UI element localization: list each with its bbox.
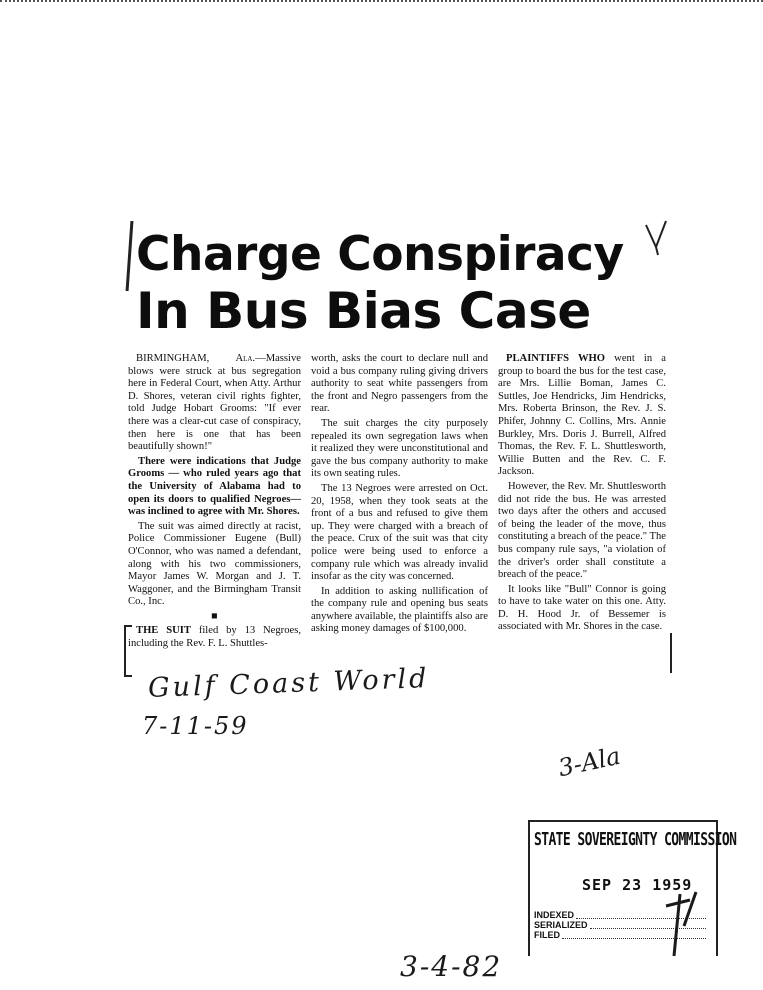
article-column-3 [498,353,666,636]
stamp-title: STATE SOVEREIGNTY COMMISSION [534,830,737,851]
run-in-head: PLAINTIFFS WHO [506,353,606,364]
handwritten-file-code: 3-Ala [555,741,623,783]
handwritten-source: Gulf Coast World [147,663,430,704]
paragraph: However, the Rev. Mr. Shuttlesworth did not ride the bus. He was arrested two days after the others and accused of being the leader of the move, thus constituting a breach of the peace." The bus company rule says, "a violation of the driver's order shall constitute a breach of the peace." [498,480,666,581]
scan-top-edge [0,0,763,8]
paragraph: It looks like "Bull" Connor is going to have to take water on this one. Atty. D. H. Hood Jr. of Bessemer is associated with Mr. Shores in the case. [498,583,666,633]
paragraph: worth, asks the court to declare null and void a bus company ruling giving drivers authority to seat white passengers from the front and Negro passengers from the rear. [311,353,488,415]
paragraph: The suit charges the city purposely repealed its own segregation laws when it realized they were unconstitutional and gave the bus company authority to make its own seating rules. [311,417,488,480]
paragraph-text: filed by 13 Negroes, including the Rev. F. L. Shuttles- [128,625,301,650]
paragraph [498,353,666,479]
headline [136,227,666,339]
dateline: BIRMINGHAM, Ala. [136,353,256,364]
headline-line-2: In Bus Bias Case [136,282,591,340]
paragraph: The suit was aimed directly at racist, Police Commissioner Eugene (Bull) O'Connor, who was named a defendant, along with his two commissioners, Mayor James W. Morgan and J. T. Waggoner, and the Birmingham Transit Co., Inc. [128,520,301,608]
headline-line-1: Charge Conspiracy [136,227,624,282]
pen-bracket-right [664,633,672,673]
stamp-row-label: SERIALIZED [534,920,588,930]
paragraph: The 13 Negroes were arrested on Oct. 20, 1958, when they took seats at the front of a bus and refused to give them up. They were charged with a breach of the peace. Crux of the suit was that city police were being used to enforce a company rule which was already invalid insofar as the city was concerned. [311,482,488,583]
article-column-2 [311,353,488,638]
paragraph-text: —Massive blows were struck at bus segregation here in Federal Court, when Atty. Arthur D. Shores, veteran civil rights fighter, told Judge Hobart Grooms: "If ever there was a clear-cut case of conspiracy, then here is one that has been beautifully shown!" [128,353,301,453]
stamp-date: SEP 23 1959 [582,876,693,894]
handwritten-initial-mark [660,886,700,958]
article-column-1 [128,353,301,653]
paragraph [128,353,301,454]
paragraph: In addition to asking nullification of the company rule and opening bus seats anywhere available, the plaintiffs also are asking money damages of $100,000. [311,585,488,635]
run-in-head: THE SUIT [136,625,191,637]
stamp-row-label: INDEXED [534,910,575,920]
paragraph-text: went in a group to board the bus for the test case, are Mrs. Lillie Boman, James C. Suttles, Joe Hendricks, Jim Hendricks, Mrs. Roberta Brinson, the Rev. J. S. Phifer, Johnny C. Collins, Mrs. Annie Burkley, Mrs. Doris J. Burrell, Alfred Thomas, the Rev. F. L. Shuttlesworth, Willie Butten and the Rev. C. F. Jackson. [498,353,666,478]
paragraph [128,625,301,650]
pen-bracket-left [124,625,132,677]
handwritten-bottom-date: 3-4-82 [400,950,503,983]
stamp-row-label: FILED [534,930,560,940]
article-body [128,353,668,688]
paragraph: There were indications that Judge Grooms — who ruled years ago that the University of Alabama had to open its doors to qualified Negroes—was inclined to agree with Mr. Shores. [128,455,301,518]
handwritten-date: 7-11-59 [142,712,249,740]
newspaper-clipping [118,205,678,705]
section-bullet: ■ [211,610,218,622]
